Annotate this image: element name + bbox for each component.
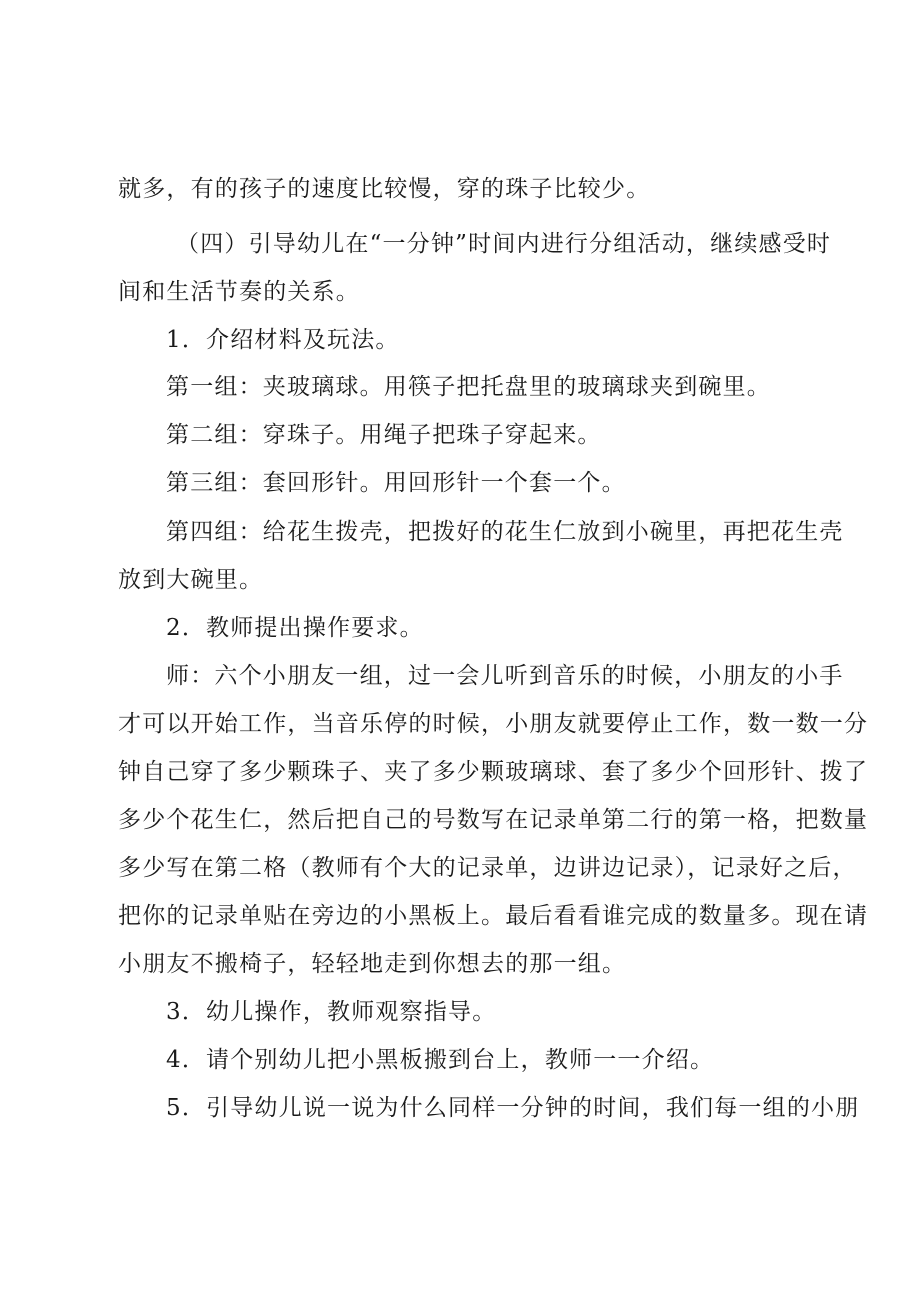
list-item-2: 2．教师提出操作要求。 [166, 615, 424, 641]
list-item-3: 3．幼儿操作，教师观察指导。 [166, 999, 497, 1025]
group-1-line: 第一组：夹玻璃球。用筷子把托盘里的玻璃球夹到碗里。 [166, 374, 771, 400]
group-2-line: 第二组：穿珠子。用绳子把珠子穿起来。 [166, 422, 602, 448]
paragraph-line: 多少个花生仁，然后把自己的号数写在记录单第二行的第一格，把数量 [118, 807, 869, 833]
group-4-line: 第四组：给花生拨壳，把拨好的花生仁放到小碗里，再把花生壳 [166, 519, 844, 545]
section-heading-line: （四）引导幼儿在“一分钟”时间内进行分组活动，继续感受时 [176, 231, 832, 257]
paragraph-line: 师：六个小朋友一组，过一会儿听到音乐的时候，小朋友的小手 [166, 663, 844, 689]
list-item-1: 1．介绍材料及玩法。 [166, 327, 400, 353]
paragraph-line: 放到大碗里。 [118, 567, 264, 593]
list-item-4: 4．请个别幼儿把小黑板搬到台上，教师一一介绍。 [166, 1047, 715, 1073]
paragraph-line: 把你的记录单贴在旁边的小黑板上。最后看看谁完成的数量多。现在请 [118, 903, 869, 929]
paragraph-line: 多少写在第二格（教师有个大的记录单，边讲边记录），记录好之后， [118, 855, 857, 881]
group-3-line: 第三组：套回形针。用回形针一个套一个。 [166, 470, 626, 496]
paragraph-line: 才可以开始工作，当音乐停的时候，小朋友就要停止工作，数一数一分 [118, 711, 869, 737]
list-item-5: 5．引导幼儿说一说为什么同样一分钟的时间，我们每一组的小朋 [166, 1095, 860, 1121]
paragraph-line: 就多，有的孩子的速度比较慢，穿的珠子比较少。 [118, 176, 651, 202]
paragraph-line: 钟自己穿了多少颗珠子、夹了多少颗玻璃球、套了多少个回形针、拨了 [118, 759, 869, 785]
paragraph-line: 小朋友不搬椅子，轻轻地走到你想去的那一组。 [118, 951, 627, 977]
paragraph-line: 间和生活节奏的关系。 [118, 279, 360, 305]
